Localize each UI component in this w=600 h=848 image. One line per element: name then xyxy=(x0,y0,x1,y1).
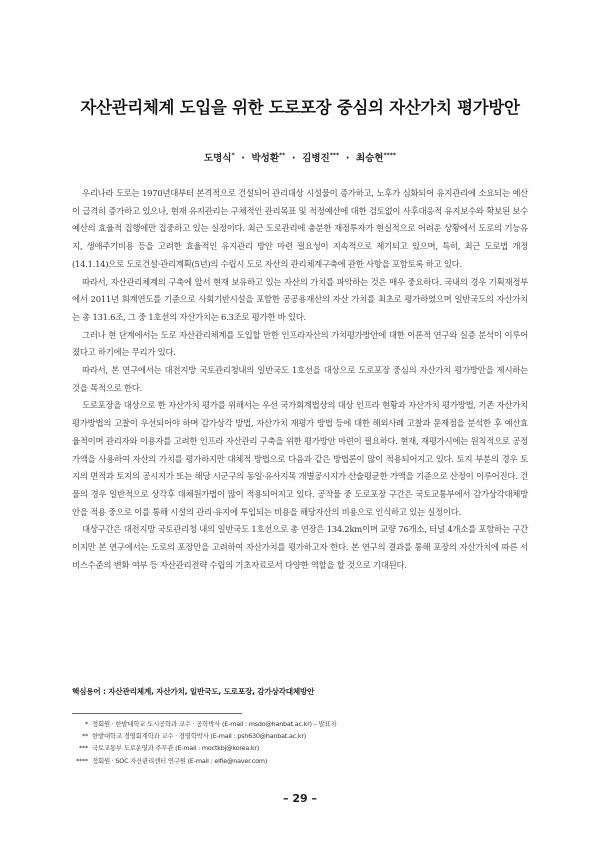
author-mark: **** xyxy=(383,152,397,159)
footnote-text: 국토교통부 도로운영과 주무관 (E-mail : moctkbj@korea.kr) xyxy=(92,744,260,753)
author-mark: *** xyxy=(329,152,340,159)
footnote xyxy=(66,755,536,767)
keywords: 핵심용어 : 자산관리체계, 자산가치, 일반국도, 도로포장, 감가상각대체방안 xyxy=(72,687,315,696)
author-line xyxy=(0,150,600,164)
body-paragraph: 우리나라 도로는 1970년대부터 본격적으로 건설되어 관리대상 시설물이 증가하고, 노후가 심화되어 유지관리에 소요되는 예산이 급격히 증가하고 있으나, 현재 유지관리는 구체적인 관리목표 및 적정예산에 대한 검토없이 사후대응적 유지보수와 확보된 보수예산의 효율적 집행에만 집중하고 있는 실정이다. 최근 도로관리에 충분한 재정투자가 현실적으로 어려운 상황에서 도로의 기능유지, 생애주기비용 등을 고려한 효율적인 유지관리 방안 마련 필요성이 지속적으로 제기되고 있으며, 특히, 최근 도로법 개정(14.1.14)으로 도로건설·관리계획(5년)의 수립시 도로 자산의 관리체계구축에 관한 사항을 포함토록 하고 있다. xyxy=(72,188,528,269)
footnote-divider xyxy=(72,713,242,714)
author-mark: ** xyxy=(279,152,286,159)
author-name: 도명식 xyxy=(203,153,232,164)
footnote-text: 정회원 · SOC 자산관리센터 연구원 (E-mail : elfie@naver.com) xyxy=(92,756,268,765)
author-name: 박성환 xyxy=(251,153,279,164)
page-number: – 29 – xyxy=(283,792,317,805)
paper-title: 자산관리체계 도입을 위한 도로포장 중심의 자산가치 평가방안 xyxy=(80,98,520,117)
author-separator: · xyxy=(291,153,296,164)
footnote-text: 정회원 · 한밭대학교 도시공학과 교수 · 공학박사 (E-mail : msdo@hanbat.ac.kr) – 발표자 xyxy=(92,720,337,728)
body-paragraph: 대상구간은 대전지방 국토관리청 내의 일반국도 1호선으로 총 연장은 134.2km이며 교량 76개소, 터널 4개소를 포함하는 구간이지만 본 연구에서는 도로의 포장만을 고려하여 자산가치를 평가하고자 한다. 본 연구의 결과를 통해 포장의 자산가치에 따른 서비스수준의 변화 여부 등 자산관리전략 수립의 기초자료로서 다양한 역할을 할 것으로 기대된다. xyxy=(72,524,528,570)
footnote-text: 한밭대학교 경영회계학과 교수 · 경영학박사 (E-mail : psh630@hanbat.ac.kr) xyxy=(92,732,307,741)
body-paragraph: 따라서, 본 연구에서는 대전지방 국토관리청내의 일반국도 1호선을 대상으로 도로포장 중심의 자산가치 평가방안을 제시하는 것을 목적으로 한다. xyxy=(72,365,528,393)
footnote xyxy=(66,730,536,742)
author-separator: · xyxy=(345,153,350,164)
author-name: 김병진 xyxy=(302,153,330,164)
footnote xyxy=(66,742,536,754)
footnote-mark: * xyxy=(85,720,88,728)
footnote-mark: ** xyxy=(82,732,88,741)
footnote xyxy=(66,718,536,730)
author-mark: * xyxy=(231,152,235,159)
author-name: 최승현 xyxy=(355,153,384,164)
footnote-mark: **** xyxy=(76,756,88,765)
body-paragraph: 그러나 현 단계에서는 도로 자산관리체계를 도입할 만한 인프라자산의 가치평가방안에 대한 이론적 연구와 실증 분석이 이루어졌다고 하기에는 무리가 있다. xyxy=(72,329,528,358)
footnotes xyxy=(66,718,536,767)
body-paragraph: 따라서, 자산관리체계의 구축에 앞서 현재 보유하고 있는 자산의 가치를 파악하는 것은 매우 중요하다. 국내의 경우 기획재정부에서 2011년 회계연도를 기준으로 사회기반시설을 포함한 공공용재산의 자산 가치를 최초로 평가하였으며 일반국도의 자산가치는 총 131.6조, 그 중 1호선의 자산가치는 6.3조로 평가한 바 있다. xyxy=(72,276,528,322)
footnote-mark: *** xyxy=(79,744,88,753)
body-paragraph: 도로포장을 대상으로 한 자산가치 평가를 위해서는 우선 국가회계법상의 대상 인프라 현황과 자산가치 평가방법, 기존 자산가치 평가방법의 고찰이 우선되어야 하며 감가상각 방법, 자산가치 재평가 방법 등에 대한 해외사례 고찰과 문제점을 분석한 후 예산효율적이며 관리자와 이용자를 고려한 인프라 자산관리 구축을 위한 평가방안 마련이 필요하다. 현재, 재평가시에는 원칙적으로 공정가액을 사용하여 자산의 가치를 평가하지만 대체적 방법으로 다음과 같은 방법론이 많이 적용되어지고 있다. 토지 부분의 경우 토지의 면적과 토지의 공시지가 또는 해당 시군구의 동일·유사지목 개별공시지가 산술평균한 가액을 기준으로 산정이 이루어진다. 건물의 경우 일반적으로 상각후 대체원가법이 많이 적용되어지고 있다. 공작물 중 도로포장 구간은 국토교통부에서 감가상각대체방안을 적용 중으로 이를 통해 시설의 관리·유지에 투입되는 비용을 해당자산의 비용으로 인식하고 있는 실정이다. xyxy=(72,400,528,517)
abstract-body xyxy=(72,185,528,574)
author-separator: · xyxy=(241,153,245,164)
